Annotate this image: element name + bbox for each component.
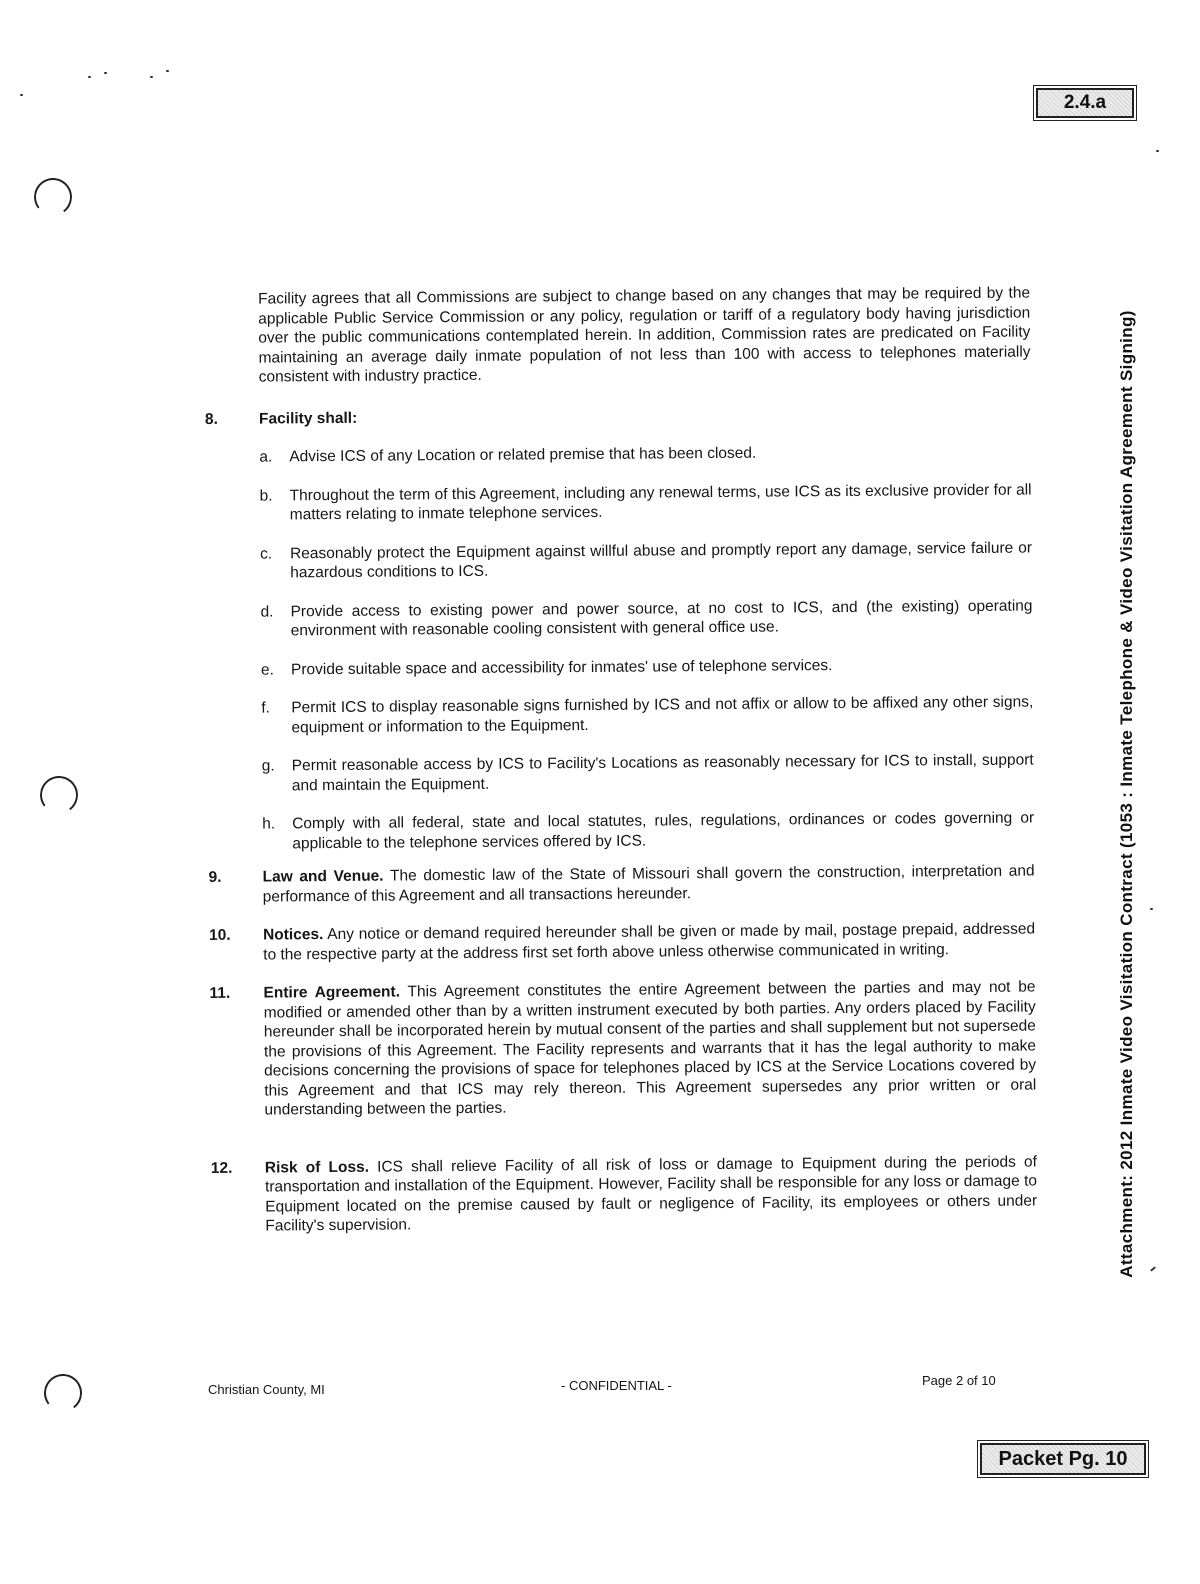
section-10: [209, 919, 1035, 964]
section-number: 12.: [210, 1159, 233, 1177]
item-text: Permit ICS to display reasonable signs furnished by ICS and not affix or allow to be affixed any other signs, equipment or information to the Equipment.: [291, 693, 1034, 736]
scan-speck: [1150, 908, 1153, 910]
item-letter: a.: [259, 448, 273, 466]
list-item: [261, 693, 1033, 738]
list-item: [261, 654, 1033, 680]
section-9: [209, 861, 1035, 906]
section-text: Any notice or demand required hereunder shall be given or made by mail, postage prepaid, addressed to the respective party at the address first set forth above unless otherwise communicated in writing.: [263, 920, 1036, 964]
item-letter: g.: [261, 757, 275, 775]
scan-speck: [88, 76, 91, 78]
punch-hole-top: [32, 176, 75, 219]
item-letter: e.: [260, 660, 274, 679]
footer-page-number: Page 2 of 10: [922, 1373, 996, 1388]
item-text: Reasonably protect the Equipment against willful abuse and promptly report any damage, service failure or hazardous conditions to ICS.: [290, 539, 1033, 582]
item-text: Advise ICS of any Location or related premise that has been closed.: [289, 444, 757, 466]
item-text: Throughout the term of this Agreement, including any renewal terms, use ICS as its exclusive provider for all matters relating to inmate telephone services.: [289, 481, 1032, 524]
section-text: ICS shall relieve Facility of all risk of loss or damage to Equipment during the periods of transportation and installation of the Equipment. However, Facility shall be responsible for any loss or damage to Equipment located on the premise caused by fault or negligence of Facility, its employees or others under Facility's supervision.: [264, 1152, 1038, 1235]
scan-speck: [1156, 150, 1159, 152]
list-item: [262, 808, 1034, 853]
section-title: Law and Venue.: [262, 867, 384, 886]
punch-hole-bottom: [42, 1372, 85, 1415]
section-11: [209, 977, 1036, 1120]
section-12: [211, 1152, 1038, 1236]
section-number: 11.: [209, 984, 231, 1002]
facility-obligations-list: [259, 442, 1034, 854]
item-letter: h.: [262, 815, 276, 833]
section-text: The domestic law of the State of Missouri shall govern the construction, interpretation and performance of this Agreement and all transactions hereunder.: [262, 862, 1035, 906]
section-title: Facility shall:: [258, 409, 358, 428]
punch-hole-middle: [38, 774, 81, 817]
list-item: [262, 750, 1034, 795]
scan-speck: [20, 94, 23, 96]
section-number: 10.: [209, 926, 231, 944]
section-number: 8.: [204, 410, 219, 428]
scan-speck: [166, 70, 169, 72]
list-item: [260, 596, 1032, 641]
list-item: [260, 538, 1032, 583]
item-text: Comply with all federal, state and local statutes, rules, regulations, ordinances or codes governing or applicable to the telephone services offered by ICS.: [292, 809, 1035, 852]
scan-speck: [1150, 1266, 1156, 1271]
section-text: This Agreement constitutes the entire Agreement between the parties and may not be modified or amended other than by a written instrument executed by both parties. Any orders placed by Facility hereunder shall be incorporated herein by mutual consent of the parties and shall supplement but not supersede the provisions of this Agreement. The Facility represents and warrants that it has the legal authority to make decisions concerning the provisions of space for telephones placed by ICS at the Service Locations covered by this Agreement and that ICS may rely thereon. This Agreement supersedes any prior written or oral understanding between the parties.: [263, 978, 1037, 1119]
footer-confidential: - CONFIDENTIAL -: [561, 1378, 672, 1393]
footer-county: Christian County, MI: [208, 1382, 325, 1397]
list-item: [260, 480, 1032, 525]
section-title: Entire Agreement.: [263, 983, 401, 1002]
item-text: Provide access to existing power and power source, at no cost to ICS, and (the existing) operating environment with reasonable cooling consistent with general office use.: [290, 597, 1033, 640]
item-letter: b.: [259, 486, 273, 505]
section-title: Risk of Loss.: [264, 1158, 370, 1177]
item-letter: c.: [260, 544, 273, 563]
item-stamp: 2.4.a: [1036, 88, 1134, 118]
section-number: 9.: [208, 868, 222, 886]
scan-speck: [150, 76, 153, 78]
item-letter: d.: [260, 602, 274, 621]
item-text: Permit reasonable access by ICS to Facility's Locations as reasonably necessary for ICS to install, support and maintain the Equipment.: [291, 751, 1034, 794]
packet-page-stamp: Packet Pg. 10: [980, 1443, 1146, 1475]
scan-speck: [104, 72, 107, 74]
intro-paragraph: Facility agrees that all Commissions are subject to change based on any changes that may be required by the applicable Public Service Commission or any policy, regulation or tariff of a regulatory body having jurisdiction over the public communications contemplated herein. In addition, Commission rates are predicated on Facility maintaining an average daily inmate population of not less than 100 with access to telephones materially consistent with industry practice.: [258, 284, 1031, 386]
item-letter: f.: [261, 699, 270, 717]
item-text: Provide suitable space and accessibility for inmates' use of telephone services.: [290, 656, 833, 678]
section-title: Notices.: [263, 926, 324, 944]
document-body: [204, 284, 1037, 1237]
list-item: [259, 442, 1031, 468]
attachment-sidebar-caption: Attachment: 2012 Inmate Video Visitation Contract (1053 : Inmate Telephone & Video Visitation Agreement Signing): [1117, 310, 1136, 1278]
